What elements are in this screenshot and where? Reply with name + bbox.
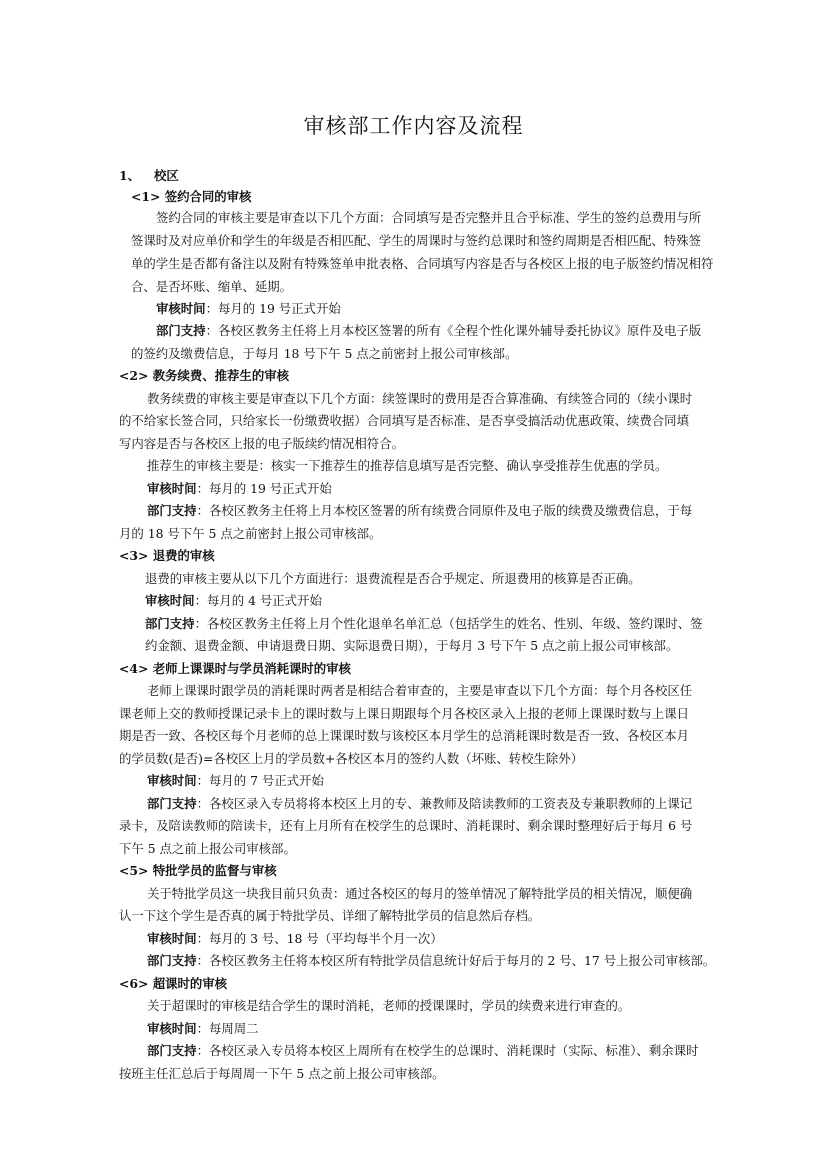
support-text: ：各校区录入专员将将本校区上月的专、兼教师及陪读教师的工资表及专兼职教师的上课记 xyxy=(196,796,693,811)
time-line xyxy=(147,773,324,789)
support-line xyxy=(147,953,715,969)
time-label: 审核时间 xyxy=(145,593,195,608)
time-line xyxy=(156,301,341,317)
paragraph-line: 老师上课课时跟学员的消耗课时两者是相结合着审查的，主要是审查以下几个方面：每个月各校区任 xyxy=(147,683,693,698)
support-text: ：各校区录入专员将本校区上周所有在校学生的总课时、消耗课时（实际、标准）、剩余课时 xyxy=(196,1043,699,1058)
paragraph-line: 期是否一致、各校区每个月老师的总上课课时数与该校区本月学生的总消耗课时数是否一致、各校区本月 xyxy=(119,728,689,743)
support-text: 下午 5 点之前上报公司审核部。 xyxy=(119,841,296,856)
support-label: 部门支持 xyxy=(147,1043,197,1058)
time-label: 审核时间 xyxy=(147,1021,197,1036)
time-line xyxy=(145,593,322,609)
subsection-heading: <4> 老师上课课时与学员消耗课时的审核 xyxy=(119,661,351,676)
support-text: 月的 18 号下午 5 点之前密封上报公司审核部。 xyxy=(119,526,382,541)
support-text: 录卡，及陪读教师的陪读卡，还有上月所有在校学生的总课时、消耗课时、剩余课时整理好后于每月 6 号 xyxy=(119,818,693,833)
paragraph-line: 退费的审核主要从以下几个方面进行：退费流程是否合乎规定、所退费用的核算是否正确。 xyxy=(145,571,641,586)
paragraph-line: 的学员数(是否)=各校区上月的学员数+各校区本月的签约人数（坏账、转校生除外） xyxy=(119,751,584,766)
support-line xyxy=(145,616,703,632)
time-line xyxy=(147,1021,259,1037)
support-text: ：各校区教务主任将上月本校区签署的所有《全程个性化课外辅导委托协议》原件及电子版 xyxy=(205,323,702,338)
support-label: 部门支持 xyxy=(156,323,206,338)
support-label: 部门支持 xyxy=(145,616,195,631)
section-number: 1、 xyxy=(119,168,141,183)
support-label: 部门支持 xyxy=(147,796,197,811)
paragraph-line: 课老师上交的教师授课记录卡上的课时数与上课日期跟每个月各校区录入上报的老师上课课时数与上课日 xyxy=(119,706,689,721)
paragraph-line: 认一下这个学生是否真的属于特批学员、详细了解特批学员的信息然后存档。 xyxy=(119,908,541,923)
support-line xyxy=(147,796,692,812)
paragraph-line: 合、是否坏账、缩单、延期。 xyxy=(131,279,293,294)
support-text: ：各校区教务主任将上月个性化退单名单汇总（包括学生的姓名、性别、年级、签约课时、签 xyxy=(194,616,703,631)
time-value: ：每月的 19 号正式开始 xyxy=(196,481,332,496)
support-label: 部门支持 xyxy=(147,953,197,968)
support-text: 的签约及缴费信息，于每月 18 号下午 5 点之前密封上报公司审核部。 xyxy=(131,346,518,361)
time-value: ：每月的 19 号正式开始 xyxy=(205,301,341,316)
support-line xyxy=(147,503,692,519)
paragraph-line: 推荐生的审核主要是：核实一下推荐生的推荐信息填写是否完整、确认享受推荐生优惠的学员。 xyxy=(147,458,668,473)
paragraph-line: 教务续费的审核主要是审查以下几个方面：续签课时的费用是否合算准确、有续签合同的（续小课时 xyxy=(147,391,693,406)
subsection-heading: <5> 特批学员的监督与审核 xyxy=(119,863,277,878)
time-line xyxy=(147,931,443,947)
support-text: ：各校区教务主任将本校区所有特批学员信息统计好后于每月的 2 号、17 号上报公司审核部。 xyxy=(196,953,716,968)
time-label: 审核时间 xyxy=(147,773,197,788)
support-text: 按班主任汇总后于每周周一下午 5 点之前上报公司审核部。 xyxy=(119,1066,445,1081)
subsection-heading: <2> 教务续费、推荐生的审核 xyxy=(119,368,289,383)
paragraph-line: 签约合同的审核主要是审查以下几个方面：合同填写是否完整并且合乎标准、学生的签约总费用与所 xyxy=(156,210,702,225)
time-label: 审核时间 xyxy=(147,481,197,496)
paragraph-line: 关于超课时的审核是结合学生的课时消耗，老师的授课课时，学员的续费来进行审查的。 xyxy=(147,998,631,1013)
support-label: 部门支持 xyxy=(147,503,197,518)
paragraph-line: 写内容是否与各校区上报的电子版续约情况相符合。 xyxy=(119,436,404,451)
time-label: 审核时间 xyxy=(147,931,197,946)
subsection-heading: <3> 退费的审核 xyxy=(119,548,215,563)
support-line xyxy=(147,1043,698,1059)
paragraph-line: 签课时及对应单价和学生的年级是否相匹配、学生的周课时与签约总课时和签约周期是否相匹配、特殊签 xyxy=(131,233,701,248)
time-line xyxy=(147,481,332,497)
support-line xyxy=(156,323,701,339)
support-text: ：各校区教务主任将上月本校区签署的所有续费合同原件及电子版的续费及缴费信息，于每 xyxy=(196,503,693,518)
subsection-heading: <6> 超课时的审核 xyxy=(119,976,228,991)
paragraph-line: 关于特批学员这一块我目前只负责：通过各校区的每月的签单情况了解特批学员的相关情况，顺便确 xyxy=(147,886,693,901)
support-text: 约金额、退费金额、申请退费日期、实际退费日期），于每月 3 号下午 5 点之前上报公司审核部。 xyxy=(145,638,679,653)
time-value: ：每月的 3 号、18 号（平均每半个月一次） xyxy=(196,931,443,946)
time-value: ：每月的 7 号正式开始 xyxy=(196,773,324,788)
document-title: 审核部工作内容及流程 xyxy=(303,114,524,138)
section-heading: 校区 xyxy=(154,168,179,183)
time-label: 审核时间 xyxy=(156,301,206,316)
subsection-heading: <1> 签约合同的审核 xyxy=(131,189,252,204)
paragraph-line: 单的学生是否都有备注以及附有特殊签单申批表格、合同填写内容是否与各校区上报的电子版签约情况相符 xyxy=(131,256,714,271)
time-value: ：每周周二 xyxy=(196,1021,259,1036)
paragraph-line: 的不给家长签合同，只给家长一份缴费收据）合同填写是否标准、是否享受搞活动优惠政策、续费合同填 xyxy=(119,413,689,428)
time-value: ：每月的 4 号正式开始 xyxy=(194,593,322,608)
